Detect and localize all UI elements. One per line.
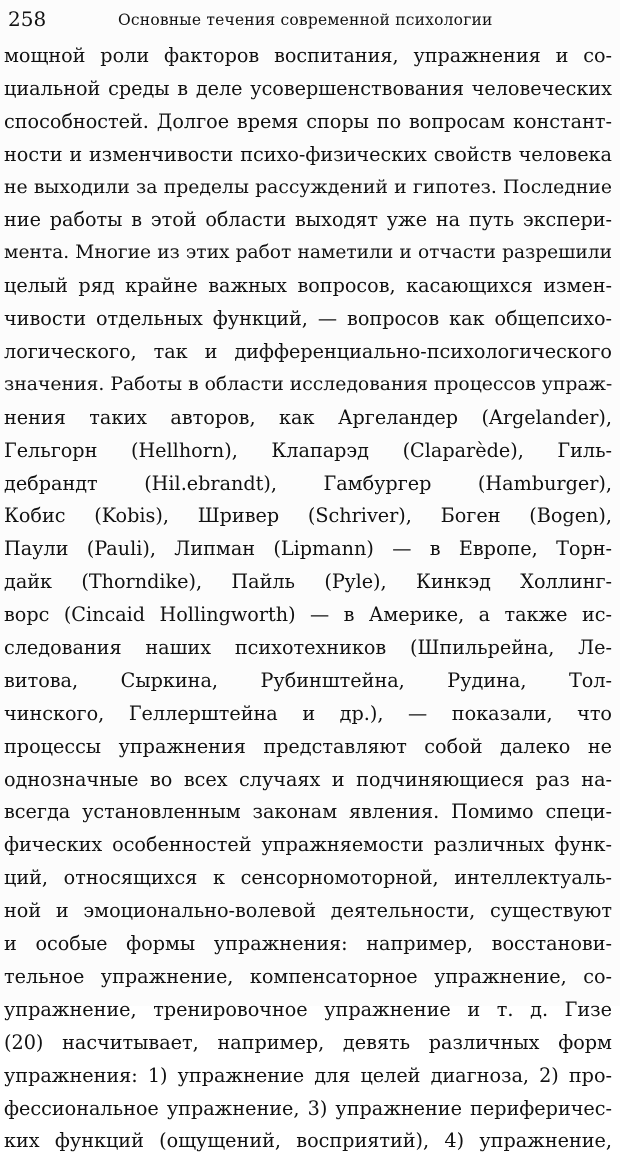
text-line: фессиональное упражнение, 3) упражнение периферичес- (4, 1096, 612, 1120)
text-line: Паули (Pauli), Липман (Lipmann) — в Европе, Торн- (4, 537, 612, 561)
text-line: чинского, Геллерштейна и др.), — показали, что (4, 701, 612, 725)
text-line: всегда установленным законам явления. Помимо специ- (4, 800, 612, 824)
text-line: целый ряд крайне важных вопросов, касающихся измен- (4, 274, 612, 298)
text-line: ций, относящихся к сенсорномоторной, интеллектуаль- (4, 866, 612, 890)
text-line: следования наших психотехников (Шпильрейна, Ле- (4, 636, 612, 660)
body-text (4, 40, 612, 1158)
text-line: Кобис (Kobis), Шривер (Schriver), Боген (Bogen), (4, 504, 612, 528)
text-line: циальной среды в деле усовершенствования человеческих (4, 76, 612, 100)
text-line: Гельгорн (Hellhorn), Клапарэд (Claparède), Гиль- (4, 438, 612, 462)
text-line: ворс (Cincaid Hollingworth) — в Америке, а также ис- (4, 603, 612, 627)
text-line: не выходили за пределы рассуждений и гипотез. Последние (4, 176, 612, 198)
text-line: упражнения: 1) упражнение для целей диагноза, 2) про- (4, 1063, 612, 1087)
text-line: способностей. Долгое время споры по вопросам констант- (4, 109, 612, 133)
text-line: значения. Работы в области исследования процессов упраж- (4, 373, 612, 395)
text-line: ной и эмоционально-волевой деятельности, существуют (4, 899, 612, 923)
text-line: витова, Сыркина, Рубинштейна, Рудина, Тол- (4, 668, 612, 692)
text-line: (20) насчитывает, например, девять различных форм (4, 1030, 612, 1054)
text-line: и особые формы упражнения: например, восстанови- (4, 932, 612, 956)
text-line: ности и изменчивости психо-физических свойств человека (4, 142, 612, 166)
text-line: нения таких авторов, как Аргеландер (Argelander), (4, 405, 612, 429)
running-title: Основные течения современной психологии (118, 11, 493, 29)
text-line: фических особенностей упражняемости различных функ- (4, 833, 612, 857)
running-head (8, 4, 614, 34)
text-line: логического, так и дифференциально-психологического (4, 340, 612, 364)
page-number: 258 (8, 7, 47, 31)
text-line: мента. Многие из этих работ наметили и отчасти разрешили (4, 242, 612, 264)
text-line: однозначные во всех случаях и подчиняющиеся раз на- (4, 767, 612, 791)
text-line: дайк (Thorndike), Пайль (Pyle), Кинкэд Холлинг- (4, 570, 612, 594)
text-line: ких функций (ощущений, восприятий), 4) упражнение, (4, 1129, 612, 1153)
text-line: тельное упражнение, компенсаторное упражнение, со- (4, 964, 612, 988)
text-line: дебрандт (Hil.ebrandt), Гамбургер (Hamburger), (4, 471, 612, 495)
text-line: процессы упражнения представляют собой далеко не (4, 734, 612, 758)
text-line: чивости отдельных функций, — вопросов как общепсихо- (4, 307, 612, 331)
text-line: ние работы в этой области выходят уже на путь экспери- (4, 208, 612, 232)
text-line: упражнение, тренировочное упражнение и т. д. Гизе (4, 997, 612, 1021)
text-line: мощной роли факторов воспитания, упражнения и со- (4, 44, 612, 67)
